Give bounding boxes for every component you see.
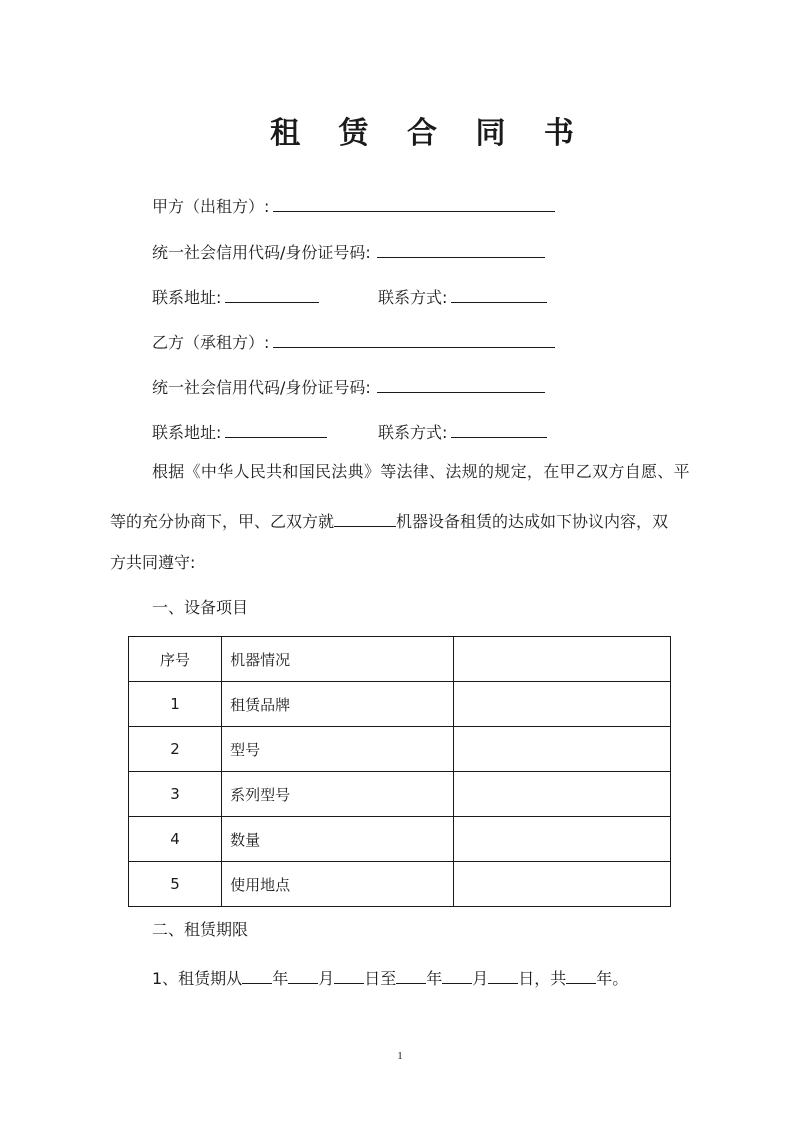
party-b-name-row — [152, 330, 555, 353]
end-month-blank — [442, 966, 472, 984]
party-a-contact-row — [378, 285, 547, 308]
party-a-contact-label: 联系方式: — [378, 288, 448, 307]
party-a-address-blank — [225, 285, 319, 303]
party-a-contact-blank — [451, 285, 547, 303]
preamble-line-2-end: 机器设备租赁的达成如下协议内容，双 — [396, 512, 669, 531]
table-row — [129, 682, 671, 727]
table-cell: 1 — [129, 682, 222, 727]
start-month-blank — [288, 966, 318, 984]
table-row — [129, 727, 671, 772]
party-a-name-label: 甲方（出租方）: — [152, 197, 270, 216]
party-b-id-label: 统一社会信用代码/身份证号码: — [152, 378, 371, 397]
table-cell — [453, 637, 670, 682]
party-b-contact-blank — [451, 420, 547, 438]
term-prefix: 1、租赁期从 — [152, 969, 243, 988]
start-year-blank — [242, 966, 272, 984]
equipment-table — [128, 636, 671, 907]
end-year-blank — [396, 966, 426, 984]
term-month-2: 月 — [472, 969, 489, 988]
equipment-name-blank — [334, 509, 396, 527]
total-years-blank — [566, 966, 596, 984]
table-row — [129, 862, 671, 907]
table-row — [129, 772, 671, 817]
party-a-id-label: 统一社会信用代码/身份证号码: — [152, 243, 371, 262]
party-b-name-blank — [273, 330, 555, 348]
document-title: 租 赁 合 同 书 — [270, 116, 588, 151]
table-cell: 使用地点 — [222, 862, 454, 907]
party-b-id-row — [152, 375, 545, 398]
party-a-name-row — [152, 194, 555, 217]
preamble-line-2-start: 等的充分协商下，甲、乙双方就 — [110, 512, 335, 531]
preamble-line-2 — [110, 509, 668, 532]
party-a-address-label: 联系地址: — [152, 288, 222, 307]
party-b-id-blank — [377, 375, 545, 393]
party-b-contact-row — [378, 420, 547, 443]
table-cell: 4 — [129, 817, 222, 862]
party-b-name-label: 乙方（承租方）: — [152, 333, 270, 352]
table-cell: 机器情况 — [222, 637, 454, 682]
table-row — [129, 817, 671, 862]
table-cell — [453, 817, 670, 862]
table-header-row — [129, 637, 671, 682]
table-cell: 2 — [129, 727, 222, 772]
term-month-1: 月 — [318, 969, 335, 988]
table-cell: 3 — [129, 772, 222, 817]
table-cell — [453, 862, 670, 907]
table-cell — [453, 772, 670, 817]
table-cell: 系列型号 — [222, 772, 454, 817]
table-cell — [453, 682, 670, 727]
party-b-contact-label: 联系方式: — [378, 423, 448, 442]
party-a-name-blank — [273, 194, 555, 212]
table-cell: 5 — [129, 862, 222, 907]
party-a-id-row — [152, 240, 545, 263]
party-a-address-row — [152, 285, 319, 308]
preamble-line-1: 根据《中华人民共和国民法典》等法律、法规的规定，在甲乙双方自愿、平 — [152, 462, 690, 481]
end-day-blank — [488, 966, 518, 984]
table-cell: 数量 — [222, 817, 454, 862]
lease-term-row — [152, 966, 628, 989]
term-year-1: 年 — [272, 969, 289, 988]
term-day-1: 日至 — [364, 969, 397, 988]
term-suffix: 年。 — [596, 969, 629, 988]
party-b-address-blank — [225, 420, 327, 438]
section-2-heading: 二、租赁期限 — [152, 920, 249, 939]
section-1-heading: 一、设备项目 — [152, 598, 249, 617]
party-b-address-row — [152, 420, 327, 443]
term-day-2: 日，共 — [518, 969, 567, 988]
table-cell: 租赁品牌 — [222, 682, 454, 727]
table-cell: 型号 — [222, 727, 454, 772]
term-year-2: 年 — [426, 969, 443, 988]
preamble-line-3: 方共同遵守: — [110, 553, 196, 572]
table-cell — [453, 727, 670, 772]
party-a-id-blank — [377, 240, 545, 258]
page-number: 1 — [397, 1050, 403, 1062]
party-b-address-label: 联系地址: — [152, 423, 222, 442]
table-cell: 序号 — [129, 637, 222, 682]
start-day-blank — [334, 966, 364, 984]
